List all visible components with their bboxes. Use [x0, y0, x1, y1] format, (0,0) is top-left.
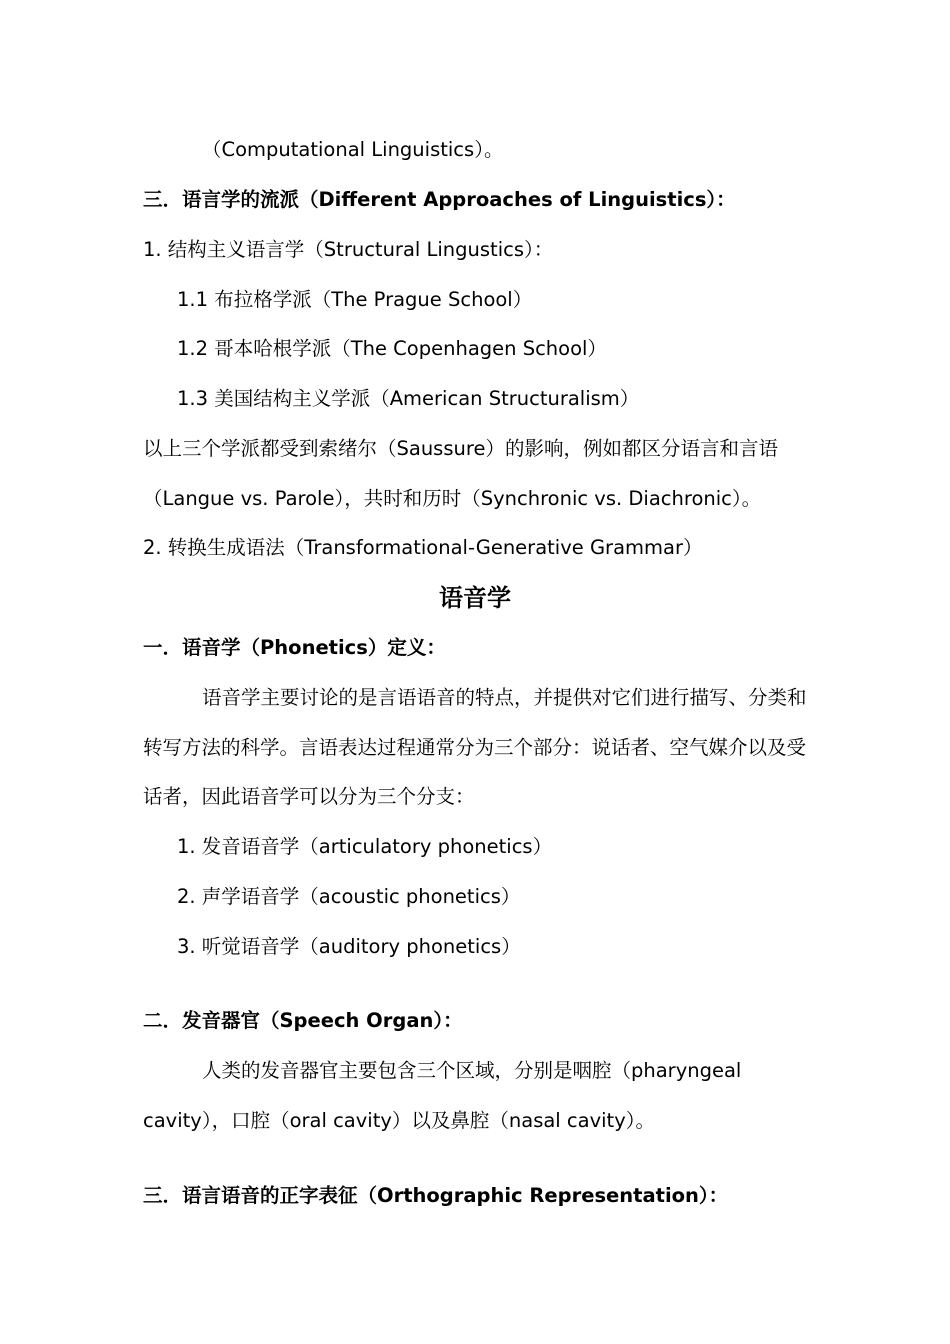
- paragraph-line: 人类的发音器官主要包含三个区域，分别是咽腔（pharyngeal: [202, 1059, 742, 1082]
- paragraph-line: 话者，因此语音学可以分为三个分支：: [143, 785, 475, 808]
- list-item-american: 1.3 美国结构主义学派（American Structuralism）: [177, 387, 640, 410]
- section-heading-orthographic: 三．语言语音的正字表征（Orthographic Representation）：: [143, 1184, 729, 1207]
- section-heading-speech-organ: 二．发音器官（Speech Organ）：: [143, 1009, 463, 1032]
- chapter-title: 语音学: [439, 584, 511, 612]
- list-item-prague: 1.1 布拉格学派（The Prague School）: [177, 288, 533, 311]
- list-item-tg-grammar: 2. 转换生成语法（Transformational-Generative Grammar）: [143, 536, 703, 559]
- list-item-acoustic: 2. 声学语音学（acoustic phonetics）: [177, 885, 521, 908]
- section-heading-approaches: 三．语言学的流派（Different Approaches of Linguistics）：: [143, 188, 736, 211]
- paragraph-line: （Langue vs. Parole），共时和历时（Synchronic vs. Diachronic）。: [143, 487, 762, 510]
- list-item-copenhagen: 1.2 哥本哈根学派（The Copenhagen School）: [177, 337, 607, 360]
- paragraph-line: 语音学主要讨论的是言语语音的特点，并提供对它们进行描写、分类和: [202, 686, 807, 709]
- paragraph-line: cavity），口腔（oral cavity）以及鼻腔（nasal cavity）。: [143, 1109, 655, 1132]
- section-heading-phonetics: 一．语音学（Phonetics）定义：: [143, 636, 446, 659]
- list-item-articulatory: 1. 发音语音学（articulatory phonetics）: [177, 835, 553, 858]
- list-item-structural: 1. 结构主义语言学（Structural Lingustics）：: [143, 238, 554, 261]
- paragraph-line: 以上三个学派都受到索绪尔（Saussure）的影响，例如都区分语言和言语: [143, 437, 778, 460]
- paragraph-line: 转写方法的科学。言语表达过程通常分为三个部分：说话者、空气媒介以及受: [143, 736, 807, 759]
- text-line: （Computational Linguistics）。: [202, 138, 504, 161]
- list-item-auditory: 3. 听觉语音学（auditory phonetics）: [177, 935, 521, 958]
